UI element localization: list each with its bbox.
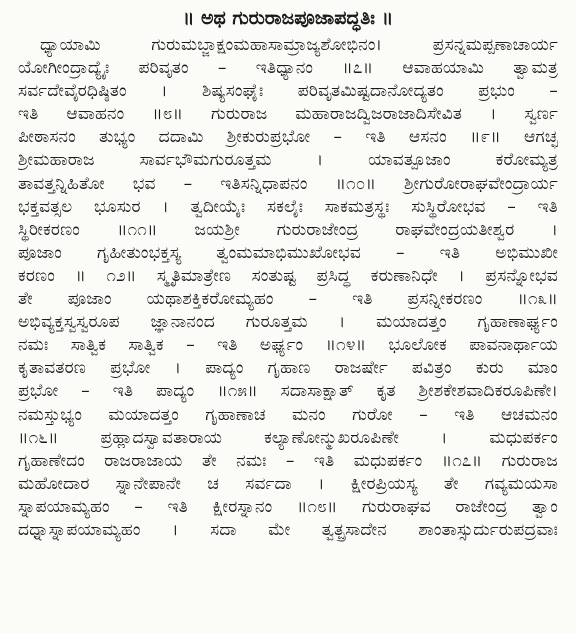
- text-line: ಮಹೋದಾರ ಸ್ನಾನೇಪಾನೇ ಚ ಸರ್ವದಾ । ಕ್ಷೀರಪ್ರಿಯಸ್ಯ ತೇ ಗವ್ಯಮಯಸಾ: [18, 473, 558, 494]
- text-line: ಧ್ಯಾಯಾಮಿ ಗುರುಮಬ್ಜಾಕ್ಷಂಮಹಾಸಾಮ್ರಾಜ್ಯಶೋಭಿನಂ। ಪ್ರಸನ್ನಮಪ್ಪಣಾಚಾರ್ಯ: [40, 35, 558, 55]
- text-line: ॥೧೬॥ ಪ್ರಹ್ಲಾದಸ್ವಾವತಾರಾಯ ಕಲ್ಯಾಣೋನ್ಮುಖರೂಪಿಣೇ । ಮಧುಪರ್ಕಂ: [18, 427, 558, 448]
- text-line: ನಮಃ ಸಾತ್ವಿಕ ಸಾತ್ವಿಕ – ಇತಿ ಅರ್ಘ್ಯಂ ॥೧೪॥ ಭೂಲೋಕ ಪಾವನಾರ್ಥಾಯ: [18, 335, 558, 356]
- text-line: ತಾವತ್ತನ್ನಿಹಿತೋ ಭವ – ಇತಿಸನ್ನಿಧಾಪನಂ ॥೧೦॥ ಶ್ರೀಗುರೋರಾಘವೇಂದ್ರಾರ್ಯ: [18, 173, 558, 194]
- document-body: [18, 34, 558, 542]
- text-line: ಕರಣಂ ॥ ೧೨॥ ಸ್ಮೃತಿಮಾತ್ರೇಣ ಸಂತುಷ್ಟ ಪ್ರಸಿದ್ಧ ಕರುಣಾನಿಧೇ । ಪ್ರಸನ್ನೋಭವ: [18, 265, 558, 286]
- text-line: ಯೋಗೀಂದ್ರಾದ್ಯೈಃ ಪರಿವೃತಂ – ಇತಿಧ್ಯಾನಂ ॥೭॥ ಆವಾಹಯಾಮಿ ತ್ವಾಮತ್ರ: [18, 58, 558, 79]
- text-line: ಕೃತಾವತರಣ ಪ್ರಭೋ । ಪಾದ್ಯಂ ಗೃಹಾಣ ರಾಜರ್ಷೇ ಪವಿತ್ರಂ ಕುರು ಮಾಂ: [18, 358, 558, 379]
- text-line: ಪ್ರಭೋ – ಇತಿ ಪಾದ್ಯಂ ॥೧೫॥ ಸದಾಸಾಕ್ಷಾತ್ ಕೃತ ಶ್ರೀಶಕೇಶವಾದಿಕರೂಪಿಣೇ।: [18, 381, 558, 402]
- text-line: ತೇ ಪೂಜಾಂ ಯಥಾಶಕ್ತಿಕರೋಮ್ಯಹಂ – ಇತಿ ಪ್ರಸನ್ನೀಕರಣಂ ॥೧೩॥: [18, 289, 558, 310]
- text-line: ಸರ್ವದೇವೈರಧಿಷ್ಠಿತಂ । ಶಿಷ್ಯಸಂಘೈಃ ಪರಿವೃತಮಿಷ್ಟದಾನೋದ್ಯತಂ ಪ್ರಭುಂ –: [18, 81, 558, 102]
- text-line: ಸ್ನಾಪಯಾಮ್ಯಹಂ – ಇತಿ ಕ್ಷೀರಸ್ನಾನಂ ॥೧೮॥ ಗುರುರಾಘವ ರಾಜೇಂದ್ರ ತ್ವಾಂ: [18, 496, 558, 517]
- text-line: ಇತಿ ಆವಾಹನಂ ॥೮॥ ಗುರುರಾಜ ಮಹಾರಾಜದ್ವಿಜರಾಜಾದಿಸೇವಿತ । ಸ್ವರ್ಣ: [18, 104, 558, 125]
- text-line: ಪೂಜಾಂ ಗೃಹೀತುಂಭಕ್ತಸ್ಯ ತ್ವಂಮಮಾಭಿಮುಖೋಭವ – ಇತಿ ಅಭಿಮುಖೀ: [18, 242, 558, 263]
- text-line: ಭಕ್ತವತ್ಸಲ ಭೂಸುರ । ತ್ವದೀಯೈಃ ಸಕಲೈಃ ಸಾಕಮತ್ರಸ್ಥಃ ಸುಸ್ಥಿರೋಭವ – ಇತಿ: [18, 196, 558, 217]
- text-line: ಅಭಿವ್ಯಕ್ತಸ್ವಸ್ವರೂಪ ಜ್ಞಾನಾನಂದ ಗುರೂತ್ತಮ । ಮಯಾದತ್ತಂ ಗೃಹಾಣಾರ್ಘ್ಯಂ: [18, 312, 558, 333]
- text-line: ನಮಸ್ತುಭ್ಯಂ ಮಯಾದತ್ತಂ ಗೃಹಾಣಾಚ ಮನಂ ಗುರೋ – ಇತಿ ಆಚಮನಂ: [18, 404, 558, 425]
- text-line: ಸ್ಥಿರೀಕರಣಂ ॥೧೧॥ ಜಯಶ್ರೀ ಗುರುರಾಜೇಂದ್ರ ರಾಘವೇಂದ್ರಯತೀಶ್ವರ ।: [18, 219, 558, 240]
- document-title: ॥ ಅಥ ಗುರುರಾಜಪೂಜಾಪದ್ಧತಿಃ ॥: [182, 7, 394, 29]
- text-line: ದಧ್ನಾಸ್ನಾಪಯಾಮ್ಯಹಂ । ಸದಾ ಮೇ ತ್ವತ್ಪ್ರಸಾದೇನ ಶಾಂತಾಸ್ಸುರ್ದುರುಪದ್ರವಾಃ: [18, 519, 558, 540]
- text-line: ಗೃಹಾಣೇದಂ ರಾಜರಾಜಾಯ ತೇ ನಮಃ – ಇತಿ ಮಧುಪರ್ಕಂ ॥೧೭॥ ಗುರುರಾಜ: [18, 450, 558, 471]
- text-line: ಶ್ರೀಮಹಾರಾಜ ಸಾರ್ವಭೌಮಗುರೂತ್ತಮ । ಯಾವತ್ಪೂಜಾಂ ಕರೋಮ್ಯತ್ರ: [18, 150, 558, 171]
- text-line: ಪೀಠಾಸನಂ ತುಭ್ಯಂ ದದಾಮಿ ಶ್ರೀಕುರುಪ್ರಭೋ – ಇತಿ ಆಸನಂ ॥೯॥ ಆಗಚ್ಛ: [18, 127, 558, 148]
